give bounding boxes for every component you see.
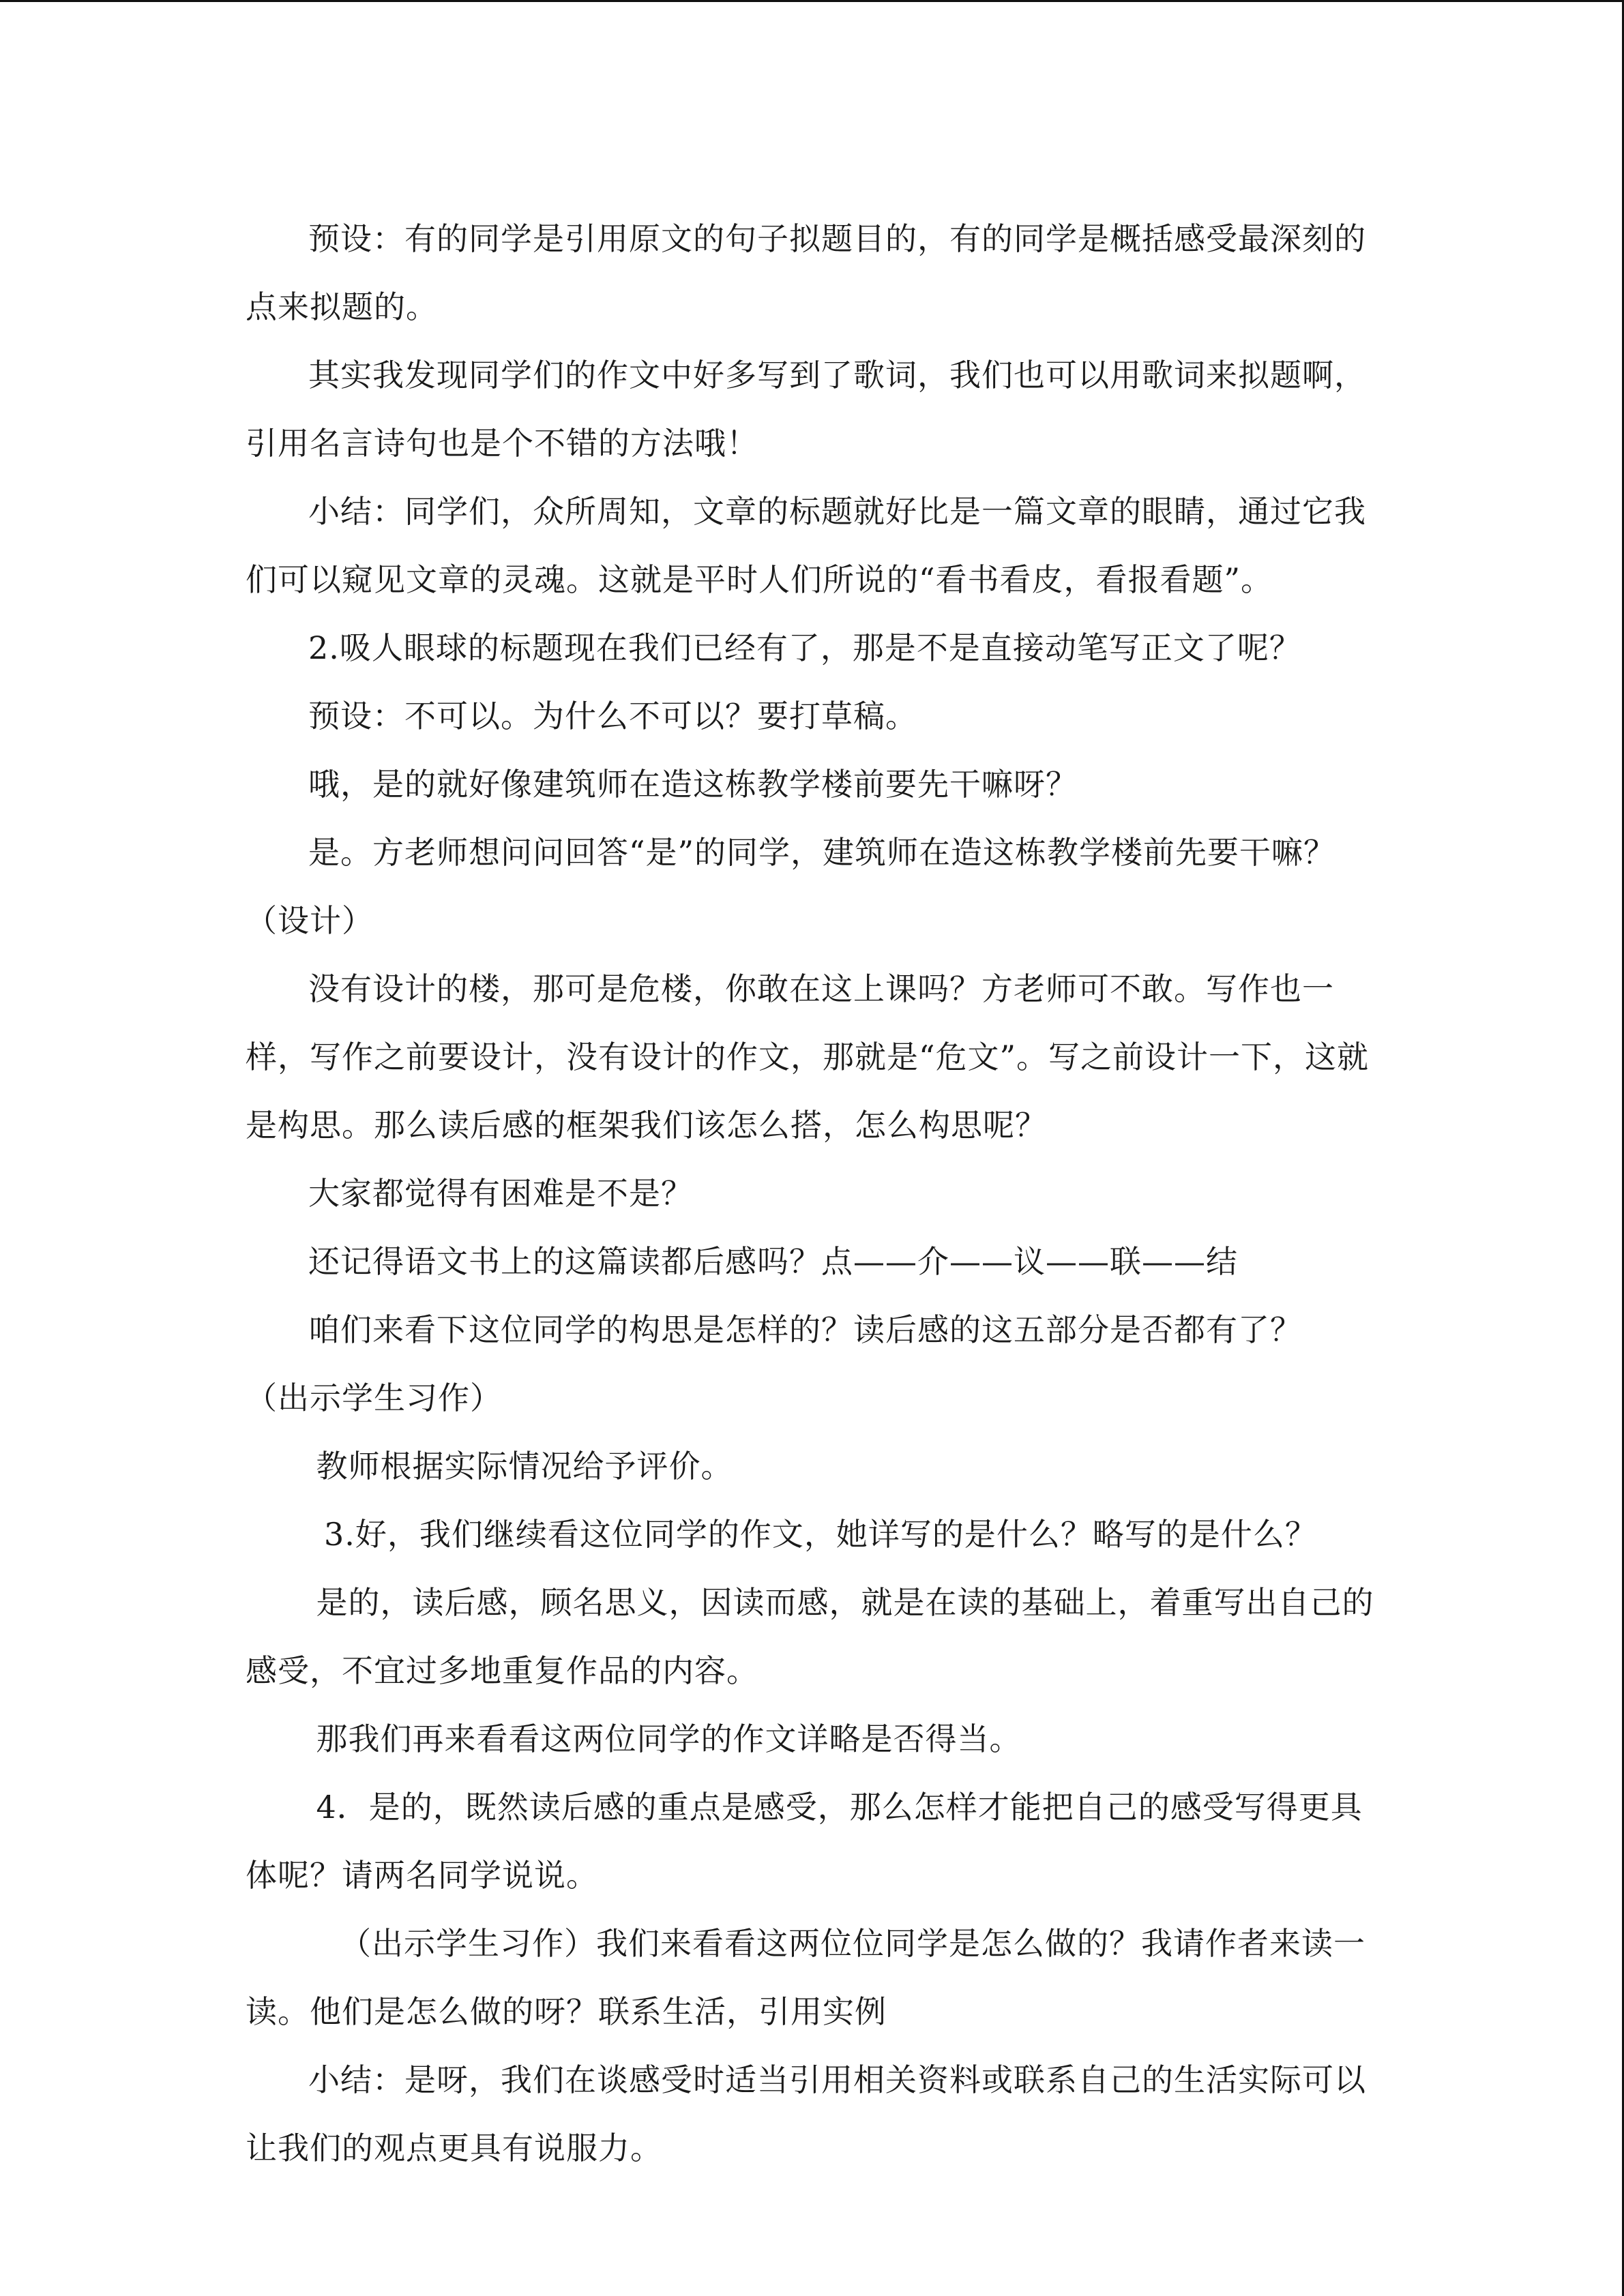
paragraph-preset-title: 预设：有的同学是引用原文的句子拟题目的，有的同学是概括感受最深刻的点来拟题的。 xyxy=(246,220,1366,325)
paragraph-lyrics-title: 其实我发现同学们的作文中好多写到了歌词，我们也可以用歌词来拟题啊，引用名言诗句也是个不错的方法哦！ xyxy=(246,357,1366,462)
paragraph-point-4: 4．是的，既然读后感的重点是感受，那么怎样才能把自己的感受写得更具体呢？请两名同学说说。 xyxy=(246,1789,1363,1894)
paragraph-architect-question: 哦，是的就好像建筑师在造这栋教学楼前要先干嘛呀？ xyxy=(308,766,1078,803)
paragraph-preset-draft: 预设：不可以。为什么不可以？要打草稿。 xyxy=(308,698,917,734)
document-body xyxy=(246,205,1378,2182)
paragraph-check-parts: 咱们来看下这位同学的构思是怎样的？读后感的这五部分是否都有了？ xyxy=(308,1311,1302,1348)
page-top-border xyxy=(0,0,1624,2)
paragraph-difficulty: 大家都觉得有困难是不是？ xyxy=(308,1175,693,1212)
paragraph-teacher-eval: 教师根据实际情况给予评价。 xyxy=(316,1448,733,1485)
paragraph-design-conception: 没有设计的楼，那可是危楼，你敢在这上课吗？方老师可不敢。写作也一样，写作之前要设计，没有设计的作文，那就是“危文”。写之前设计一下，这就是构思。那么读后感的框架我们该怎么搭，怎么构思呢？ xyxy=(246,970,1370,1144)
paragraph-summary-title: 小结：同学们，众所周知，文章的标题就好比是一篇文章的眼睛，通过它我们可以窥见文章的灵魂。这就是平时人们所说的“看书看皮，看报看题”。 xyxy=(246,493,1366,598)
paragraph-structure: 还记得语文书上的这篇读都后感吗？点——介——议——联——结 xyxy=(308,1243,1238,1280)
paragraph-show-work-two: （出示学生习作）我们来看看这两位位同学是怎么做的？我请作者来读一读。他们是怎么做的呀？联系生活，引用实例 xyxy=(246,1925,1365,2030)
paragraph-point-3: 3.好，我们继续看这位同学的作文，她详写的是什么？略写的是什么？ xyxy=(324,1516,1317,1553)
paragraph-detail-check: 那我们再来看看这两位同学的作文详略是否得当。 xyxy=(316,1720,1022,1757)
paragraph-design-answer: 是。方老师想问问回答“是”的同学，建筑师在造这栋教学楼前先要干嘛？（设计） xyxy=(246,834,1336,939)
paragraph-final-summary: 小结：是呀，我们在谈感受时适当引用相关资料或联系自己的生活实际可以让我们的观点更具有说服力。 xyxy=(246,2061,1366,2166)
paragraph-point-2: 2.吸人眼球的标题现在我们已经有了，那是不是直接动笔写正文了呢？ xyxy=(308,629,1301,666)
paragraph-show-work: （出示学生习作） xyxy=(246,1380,502,1416)
paragraph-reading-feeling: 是的，读后感，顾名思义，因读而感，就是在读的基础上，着重写出自己的感受，不宜过多地重复作品的内容。 xyxy=(246,1584,1374,1689)
